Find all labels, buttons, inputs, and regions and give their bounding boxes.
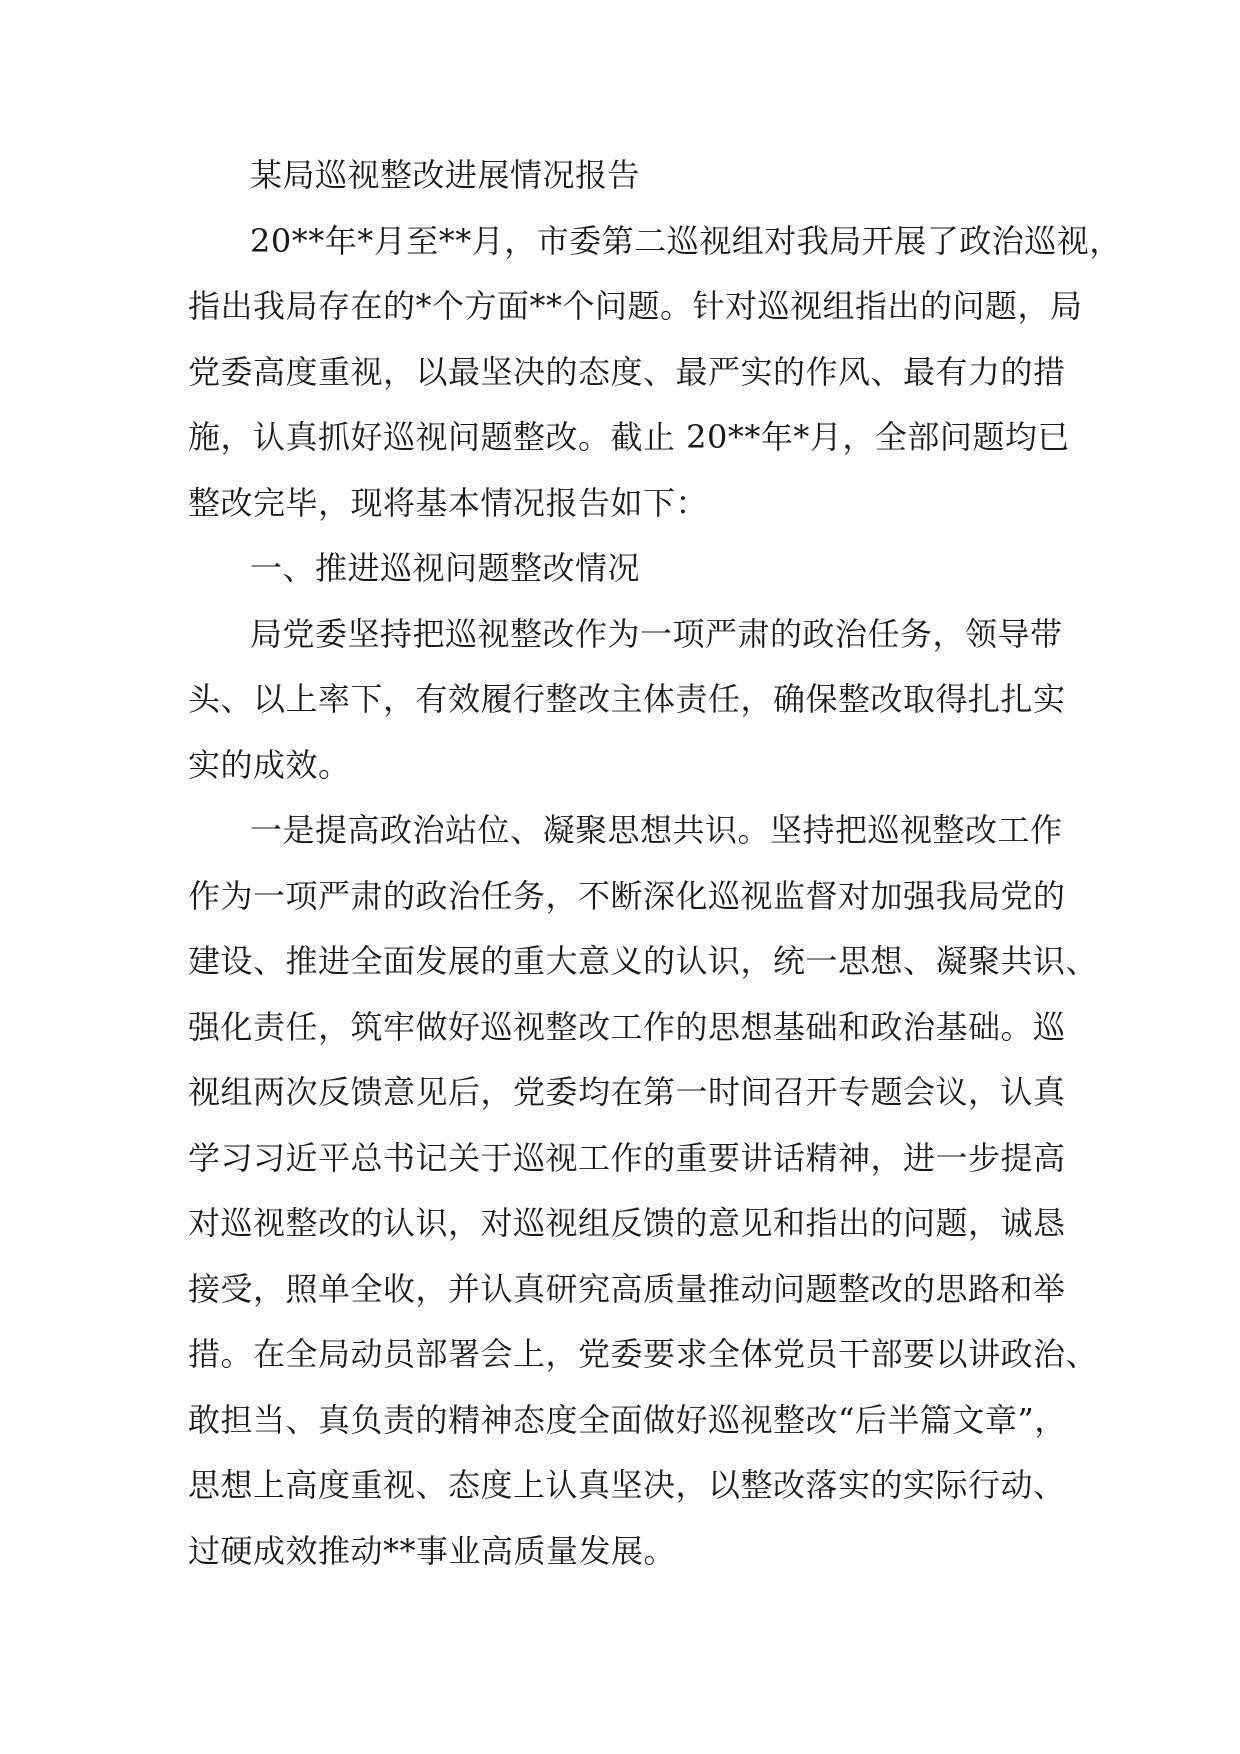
- text-line: 建设、推进全面发展的重大意义的认识，统一思想、凝聚共识、: [188, 942, 1099, 980]
- text-line: 20**年*月至**月，市委第二巡视组对我局开展了政治巡视，: [250, 221, 1122, 260]
- text-line: 党委高度重视，以最坚决的态度、最严实的作风、最有力的措: [188, 352, 1066, 391]
- text-line: 学习习近平总书记关于巡视工作的重要讲话精神，进一步提高: [188, 1138, 1066, 1177]
- document-title: 某局巡视整改进展情况报告: [250, 156, 641, 194]
- text-line: 过硬成效推动**事业高质量发展。: [188, 1531, 677, 1570]
- text-line: 接受，照单全收，并认真研究高质量推动问题整改的思路和举: [188, 1269, 1066, 1308]
- text-line: 一是提高政治站位、凝聚思想共识。坚持把巡视整改工作: [250, 811, 1063, 849]
- text-line: 实的成效。: [188, 745, 351, 784]
- text-line: 视组两次反馈意见后，党委均在第一时间召开专题会议，认真: [188, 1073, 1066, 1111]
- text-line: 强化责任，筑牢做好巡视整改工作的思想基础和政治基础。巡: [188, 1007, 1066, 1046]
- text-line: 头、以上率下，有效履行整改主体责任，确保整改取得扎扎实: [188, 680, 1066, 718]
- text-line: 对巡视整改的认识，对巡视组反馈的意见和指出的问题，诚恳: [188, 1204, 1066, 1242]
- text-line: 措。在全局动员部署会上，党委要求全体党员干部要以讲政治、: [188, 1335, 1099, 1373]
- text-line: 整改完毕，现将基本情况报告如下：: [188, 483, 709, 522]
- text-line: 作为一项严肃的政治任务，不断深化巡视监督对加强我局党的: [188, 876, 1066, 915]
- text-line: 指出我局存在的*个方面**个问题。针对巡视组指出的问题，局: [188, 287, 1083, 325]
- text-line: 思想上高度重视、态度上认真坚决，以整改落实的实际行动、: [188, 1466, 1066, 1504]
- text-line: 施，认真抓好巡视问题整改。截止 20**年*月，全部问题均已: [188, 418, 1070, 456]
- text-line: 敢担当、真负责的精神态度全面做好巡视整改“后半篇文章”，: [188, 1400, 1067, 1439]
- document-body: [188, 143, 1122, 1584]
- text-line: 局党委坚持把巡视整改作为一项严肃的政治任务，领导带: [250, 614, 1063, 653]
- text-line: 一、推进巡视问题整改情况: [250, 549, 641, 587]
